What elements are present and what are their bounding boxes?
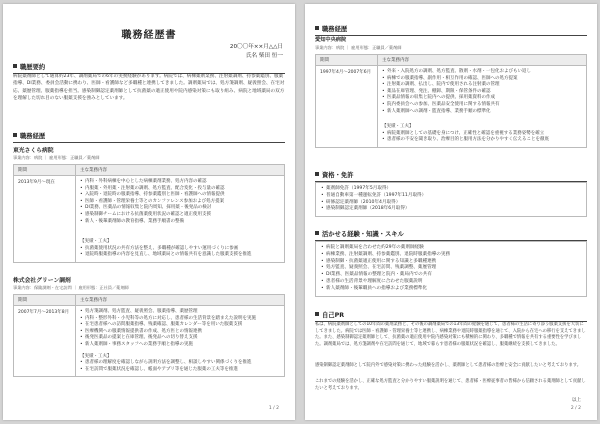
th-period: 期間 [316, 55, 378, 66]
list-item: • 新人薬剤師・事務スタッフへの業務手順と指導の実施 [80, 342, 280, 349]
page-2 [305, 4, 597, 420]
list-item: • 薬品在庫管理、発注、棚卸、期限・保管条件の確認 [382, 89, 582, 96]
author-name: 氏名 柴田 恒一 [245, 53, 283, 59]
list-item: • 病院薬剤師としての基礎を身につけ、正確性と確認を重視する業務姿勢を確立 [382, 131, 582, 138]
document-title: 職務経歴書 [121, 30, 177, 41]
history-heading: 職務経歴 [315, 24, 587, 36]
square-bullet-icon [13, 64, 17, 68]
company-meta: 事業内容：病院 ｜ 雇用形態：正職員／薬剤師 [13, 155, 100, 160]
list-item: • 医師・看護師・管理栄養士等とのカンファレンス参加および処方提案 [80, 199, 280, 206]
list-item: • 研修認定薬剤師（2010年4月取得） [321, 200, 581, 207]
list-item: • 感染制御認定薬剤師（2018年6月取得） [321, 206, 581, 213]
company-name: 株式会社グリーン調剤 [13, 278, 71, 284]
list-item: • 病棟での服薬指導、副作用・相互作用の確認、医師への処方提案 [382, 76, 582, 83]
square-bullet-icon [315, 26, 319, 30]
list-item: • 新人薬剤師への調剤・監査指導、業務手順の標準化 [382, 109, 582, 116]
job-period: 2007年7月～2013年8月 [14, 306, 76, 377]
list-item: • 患者様の不安を聞き取り、治療目的と服用方法を分かりやすく伝えることを徹底 [382, 137, 582, 144]
list-item: • 退院時服薬指導の内容を見直し、地域薬局との情報共有を意識した服薬支援を推進 [80, 252, 280, 259]
list-item: • 抗菌薬使用状況の共有方法を整え、多職種が確認しやすい運用づくりに参画 [80, 246, 280, 253]
page-number: 1 / 2 [268, 406, 279, 411]
company-name: 愛知中央病院 [315, 37, 347, 43]
list-item: • 在宅訪問で服薬状況を確認し、帳面やアプリ等を通じた服薬の工夫等を推進 [80, 367, 280, 374]
list-item: • 内服薬・外用薬・注射薬の調剤、処方監査、配合変化・投与量の確認 [80, 186, 280, 193]
list-item: • 在宅患者様への訪問服薬指導、残薬確認、服薬カレンダー等を用いた服薬支援 [80, 322, 280, 329]
page-1 [3, 4, 295, 420]
license-list [315, 182, 587, 217]
list-item: • 医薬品情報の収集と院内への提供、採用薬資料の作成 [382, 95, 582, 102]
job-table [315, 54, 587, 148]
pr-paragraph: 感染制御認定薬剤師として院内外で感染対策に携わった経験を活かし、薬剤師として患者様の治療と安全に貢献したいと考えております。 [315, 363, 582, 368]
pr-heading: 自己PR [315, 310, 587, 322]
company-meta: 事業内容：病院 ｜ 雇用形態：正職員／薬剤師 [315, 45, 402, 50]
th-period: 期間 [14, 165, 76, 176]
list-item: • 処方監査、疑義照会、在宅訪問、残薬調整、薬歴管理 [321, 265, 581, 272]
license-heading: 資格・免許 [315, 170, 587, 182]
pr-paragraph: 私は、病院薬剤師としての10年間の薬剤業務と、その後の調剤薬局での13年間の経験を通じて、患者様の生活に寄り添う服薬支援を大切にしてきました。病院では医師・看護師・管理栄養士等と連携し、病棟業務や退院時服薬指導を通じて、入院から在宅への移行を支えてきました。また、感染制御認定薬剤師として、抗菌薬の適正使用や院内感染対策にも積極的に関わり、多職種で情報を共有する重要性を学びました。調剤薬局では、処方箋調剤や在宅訪問を通じて、地域で暮らす患者様の服薬状況を確認し、服薬継続を支援してきました。 [315, 322, 586, 347]
skills-list [315, 241, 587, 297]
summary-text: 病院薬剤師として通算約23年、調剤薬局での6年の実務経験があります。病院では、病棟薬剤業務、注射薬調剤、持参薬鑑別、服薬指導、DI業務、委員会活動に携わり、医師・看護師など多職種と連携してきました。調剤薬局では、処方箋調剤、疑義照会、在宅対応、薬歴管理、服薬指導を担当。感染制御認定薬剤師として抗菌薬の適正使用や院内感染対策にも取り組み、病院と地域薬局の双方を理解した切れ目のない服薬支援を強みとしています。 [13, 74, 285, 102]
closing-text: 以上 [572, 398, 581, 403]
list-item: • 感染制御・抗菌薬適正使用に関する知識と多職種連携 [321, 259, 581, 266]
history-heading: 職務経歴 [13, 131, 285, 143]
list-item: • 内科・外科病棟を中心とした病棟薬剤業務、処方内容の確認 [80, 179, 280, 186]
list-item: • 後発医薬品の提案と在庫管理、後発品への切り替え支援 [80, 335, 280, 342]
th-period: 期間 [14, 295, 76, 306]
list-item: • DI業務、医薬品の情報収集と院内周知、採用薬・後発品の検討 [80, 205, 280, 212]
list-item: • 感染制御チームにおける抗菌薬使用状況の確認と適正使用支援 [80, 212, 280, 219]
list-item: • 薬剤師免許（1997年5月取得） [321, 186, 581, 193]
result-heading: 【実績・工夫】 [80, 239, 112, 245]
job-period: 2013年9月～現在 [14, 176, 76, 263]
list-item: • 処方箋調剤、処方監査、疑義照会、服薬指導、薬歴管理 [80, 309, 280, 316]
result-heading: 【実績・工夫】 [382, 124, 414, 130]
company-meta: 事業内容：保険調剤・在宅訪問 ｜ 雇用形態：正社員／薬剤師 [13, 285, 129, 290]
job-content [378, 66, 587, 148]
document-date: 20〇〇年××月△△日 [229, 44, 283, 50]
list-item: • DI業務、医薬品情報の整理と院内・薬局内での共有 [321, 272, 581, 279]
square-bullet-icon [315, 312, 319, 316]
list-item: • 新人・後輩薬剤師の教育指導、業務手順書の整備 [80, 219, 280, 226]
list-item: • 病棟業務、注射薬調剤、持参薬鑑別、退院時服薬指導の実務 [321, 252, 581, 259]
list-item: • 入院時・退院時の服薬指導、持参薬鑑別と医師・看護師への情報提供 [80, 192, 280, 199]
list-item: • 患者様の理解度を確認しながら説明方法を調整し、相談しやすい関係づくりを推進 [80, 360, 280, 367]
list-item: • 外来・入院処方の調剤、処方監査、散剤・水剤・一包化およびもい返し [382, 69, 582, 76]
list-item: • 医療機関への服薬情報提供書の作成、処方医との情報連携 [80, 329, 280, 336]
job-table [13, 294, 285, 377]
page-number: 2 / 2 [570, 406, 581, 411]
list-item: • 新人薬剤師・後輩職員への指導および業務標準化 [321, 286, 581, 293]
job-period: 1997年4月～2007年6月 [316, 66, 378, 148]
list-item: • 注射薬の調剤、払出し、院内で使用される注射薬の管理 [382, 82, 582, 89]
th-content: 主な業務内容 [378, 55, 587, 66]
square-bullet-icon [315, 231, 319, 235]
square-bullet-icon [315, 172, 319, 176]
list-item: • 院内委員会への参加、医薬品安全使用に関する情報共有 [382, 102, 582, 109]
square-bullet-icon [13, 133, 17, 137]
list-item: • 内科・整形外科・小児科等の処方に対応し、患者様の生活背景を踏まえた説明を実施 [80, 316, 280, 323]
job-content [76, 176, 285, 263]
result-heading: 【実績・工夫】 [80, 353, 112, 359]
list-item: • 普通自動車第一種運転免許（1997年11月取得） [321, 193, 581, 200]
th-content: 主な業務内容 [76, 165, 285, 176]
th-content: 主な業務内容 [76, 295, 285, 306]
job-table [13, 164, 285, 263]
summary-heading: 職歴要約 [13, 62, 285, 74]
list-item: • 患者様の生活背景や理解度に合わせた服薬説明 [321, 279, 581, 286]
list-item: • 病院と調剤薬局を合わせた約29年の薬剤師経験 [321, 245, 581, 252]
job-content [76, 306, 285, 377]
company-name: 東光さくら病院 [13, 148, 54, 154]
pr-paragraph: これまでの経験を活かし、正確な処方監査と分かりやすい服薬説明を通じて、患者様・医療従事者の皆様から信頼される薬剤師として貢献したいと考えております。 [315, 379, 586, 391]
skills-heading: 活かせる経験・知識・スキル [315, 229, 587, 241]
